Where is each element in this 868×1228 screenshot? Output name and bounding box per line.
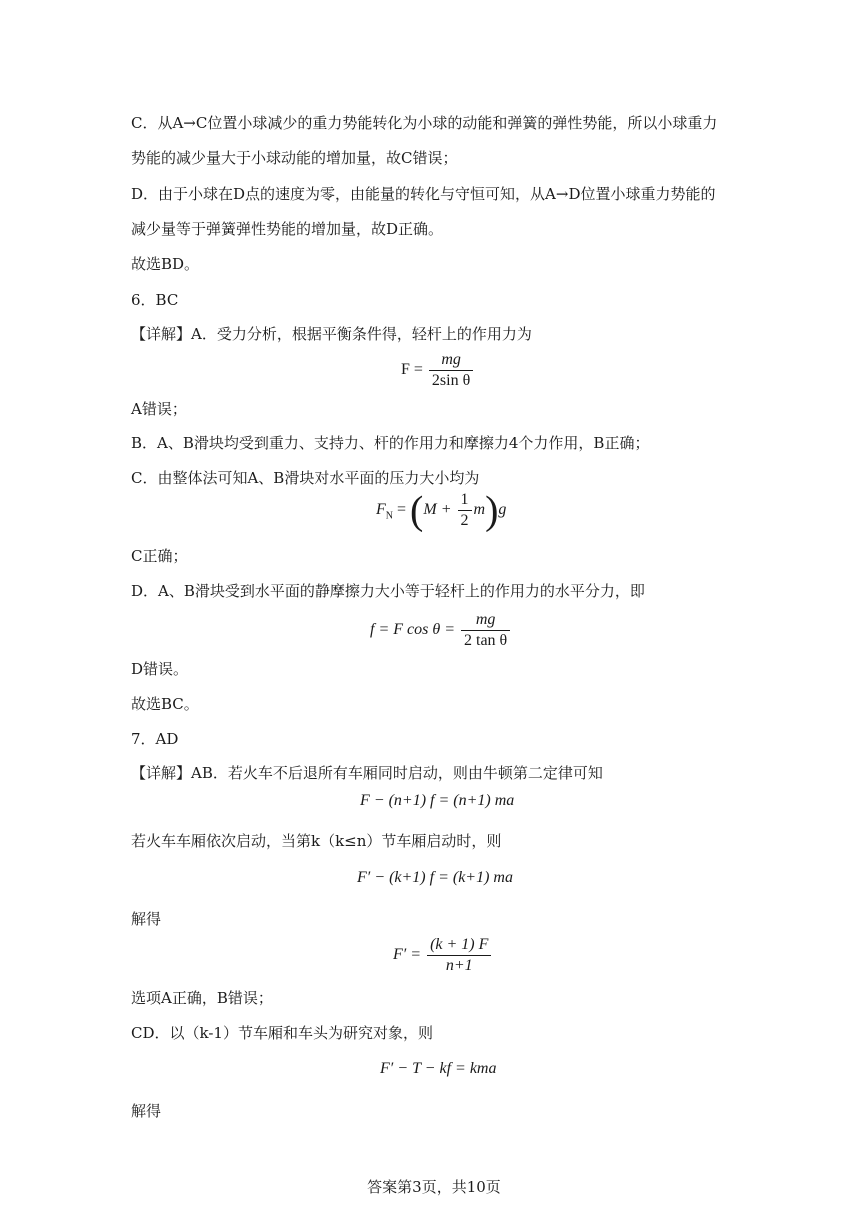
fraction-numerator: (k + 1) F (427, 935, 491, 956)
formula-f2 (376, 487, 507, 533)
fraction (427, 935, 491, 976)
text-line: C．由整体法可知A、B滑块对水平面的压力大小均为 (131, 469, 480, 487)
formula-lhs: F (376, 501, 386, 519)
question-number: 6．BC (131, 291, 179, 309)
fraction (461, 610, 510, 651)
formula-f5: F′ − (k+1) f = (k+1) ma (357, 869, 513, 886)
text-line: 若火车车厢依次启动，当第k（k≤n）节车厢启动时，则 (131, 832, 502, 850)
fraction (458, 490, 472, 531)
formula-lhs: F = (401, 361, 423, 379)
formula-term: M + (423, 501, 452, 519)
formula-term: m (473, 501, 486, 519)
formula-f4: F − (n+1) f = (n+1) ma (360, 792, 515, 809)
fraction-numerator: mg (429, 350, 473, 371)
formula-lhs: F′ = (393, 946, 422, 964)
text-line: C正确； (131, 547, 188, 565)
fraction-denominator: n+1 (445, 957, 473, 974)
paren-left: ( (410, 487, 424, 533)
paren-right: ) (485, 487, 499, 533)
question-number: 7．AD (131, 730, 179, 748)
formula-equals: = (397, 501, 407, 519)
fraction-denominator: 2 (460, 512, 469, 529)
text-line: 【详解】AB．若火车不后退所有车厢同时启动，则由牛顿第二定律可知 (131, 764, 603, 782)
formula-term: g (498, 501, 507, 519)
formula-f1 (401, 350, 475, 391)
formula-lhs: f = F cos θ = (370, 621, 455, 639)
fraction-numerator: 1 (458, 490, 472, 511)
text-line: C．从A→C位置小球减少的重力势能转化为小球的动能和弹簧的弹性势能，所以小球重力 (131, 114, 718, 132)
formula-subscript: N (385, 510, 394, 522)
text-line: D．A、B滑块受到水平面的静摩擦力大小等于轻杆上的作用力的水平分力，即 (131, 582, 645, 600)
text-line: 【详解】A．受力分析，根据平衡条件得，轻杆上的作用力为 (131, 325, 532, 343)
text-line: D错误。 (131, 660, 189, 678)
text-line: CD．以（k-1）节车厢和车头为研究对象，则 (131, 1024, 433, 1042)
text-line: 故选BC。 (131, 695, 199, 713)
text-line: 减少量等于弹簧弹性势能的增加量，故D正确。 (131, 220, 444, 238)
fraction (429, 350, 473, 391)
text-line: B．A、B滑块均受到重力、支持力、杆的作用力和摩擦力4个力作用，B正确； (131, 434, 650, 452)
text-line: 解得 (131, 910, 162, 928)
formula-f6 (393, 935, 493, 976)
text-line: D．由于小球在D点的速度为零，由能量的转化与守恒可知，从A→D位置小球重力势能的 (131, 185, 716, 203)
fraction-denominator: 2sin θ (431, 372, 471, 389)
page-footer: 答案第3页，共10页 (367, 1178, 501, 1196)
formula-f3 (370, 610, 512, 651)
text-line: 解得 (131, 1102, 162, 1120)
text-line: 势能的减少量大于小球动能的增加量，故C错误； (131, 149, 458, 167)
fraction-denominator: 2 tan θ (464, 632, 508, 649)
text-line: 选项A正确，B错误； (131, 989, 273, 1007)
formula-f7: F′ − T − kf = kma (380, 1060, 497, 1077)
text-line: A错误； (131, 400, 187, 418)
text-line: 故选BD。 (131, 255, 200, 273)
fraction-numerator: mg (461, 610, 510, 631)
